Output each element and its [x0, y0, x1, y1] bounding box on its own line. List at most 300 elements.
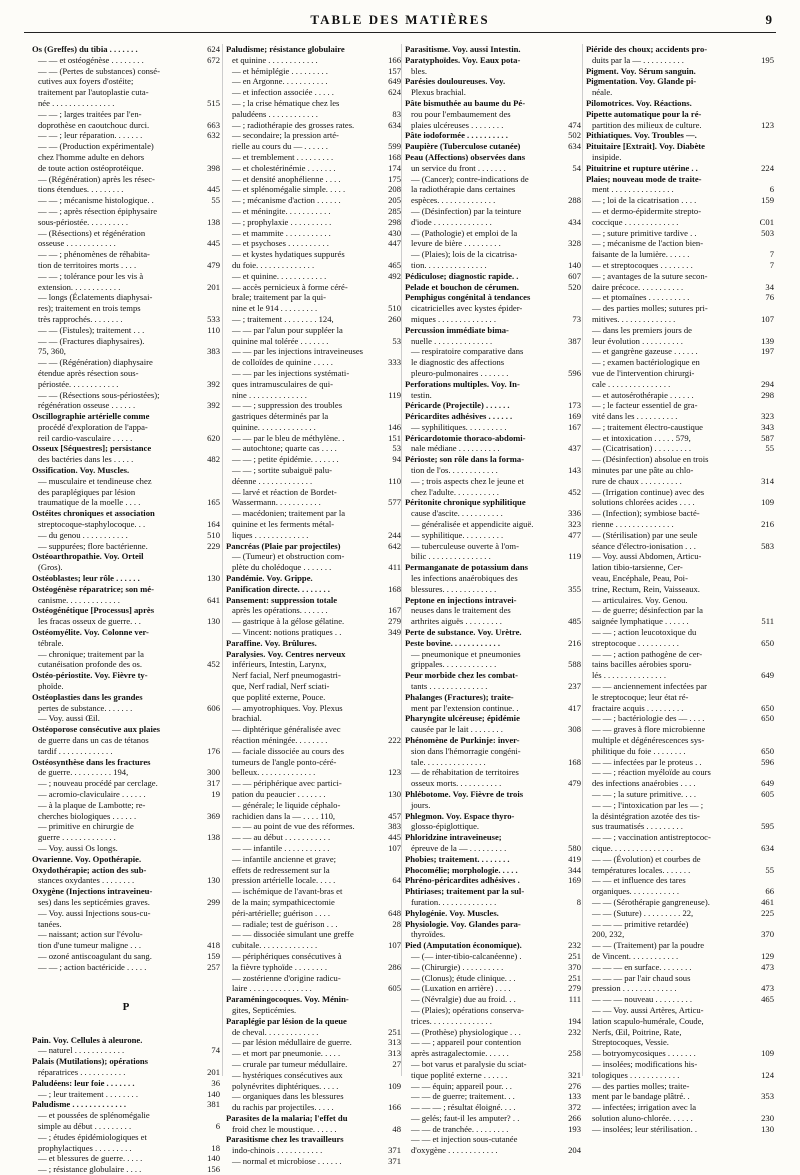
index-entry-page	[381, 1016, 401, 1027]
index-entry-text: Phréno-péricardites adhésives .	[405, 875, 520, 886]
index-entry-page	[381, 411, 401, 422]
index-entry	[405, 271, 581, 282]
index-entry	[226, 487, 401, 498]
index-entry-text: — (Cancer); contre-indications de	[411, 173, 529, 184]
index-entry-page: 634	[388, 119, 401, 130]
index-entry-page: 168	[568, 756, 581, 767]
index-entry-text: — ; radiothérapie des grosses rates.	[232, 119, 355, 130]
index-entry	[405, 508, 581, 519]
index-entry-text: — de réhabitation de territoires	[411, 767, 519, 778]
index-entry-text: lation tibio-tarsienne, Cer-	[592, 562, 683, 573]
index-entry-page	[381, 929, 401, 940]
index-entry-page: 650	[761, 702, 774, 713]
index-entry-page	[381, 886, 401, 897]
index-entry-text: — pneumonique et pneumonies	[411, 648, 521, 659]
index-entry-text: Phobies; traitement. . . . . . . .	[405, 853, 510, 864]
index-entry	[586, 519, 774, 530]
index-entry-text: osseuse . . . . . . . . . . . .	[38, 238, 116, 249]
index-entry-text: Paratyphoïdes. Voy. Eaux pota-	[405, 54, 521, 65]
index-entry-text: — et infection associée . . . . .	[232, 87, 334, 98]
index-entry	[32, 292, 220, 303]
index-entry-text: épreuve de la — . . . . . . . . .	[411, 842, 507, 853]
index-entry-page	[200, 562, 220, 573]
index-entry-page	[381, 551, 401, 562]
index-entry-page: 353	[761, 1091, 774, 1102]
index-entry	[405, 217, 581, 228]
index-entry-page: 168	[388, 151, 401, 162]
index-entry	[226, 875, 401, 886]
index-entry	[405, 562, 581, 573]
index-entry-page: 201	[207, 281, 220, 292]
index-entry-text: régénération osseuse . . . . . .	[38, 400, 136, 411]
index-entry	[586, 713, 774, 724]
index-entry-text: — insolées; modifications his-	[592, 1058, 698, 1069]
index-entry-text: — — ; action leucotoxique du	[592, 627, 697, 638]
index-entry-text: plète du cholédoque . . . . . . .	[232, 562, 332, 573]
index-entry	[405, 778, 581, 789]
index-entry-text: Plexus brachial.	[411, 87, 466, 98]
index-entry-text: — et streptocoques . . . . . . . .	[592, 259, 693, 270]
index-entry-page: 650	[761, 745, 774, 756]
index-entry-text: — naturel . . . . . . . . . . . .	[38, 1045, 125, 1056]
index-entry	[226, 206, 401, 217]
index-entry-page	[381, 465, 401, 476]
index-entry	[405, 206, 581, 217]
index-entry	[405, 1081, 581, 1092]
index-entry-text: — — — nouveau . . . . . . . . .	[592, 994, 693, 1005]
index-entry-page: 288	[568, 195, 581, 206]
index-entry-page	[754, 562, 774, 573]
index-entry	[226, 713, 401, 724]
index-entry-page	[200, 292, 220, 303]
index-entry	[586, 940, 774, 951]
index-entry-text: stances oxydantes . . . . . . . .	[38, 875, 135, 886]
index-entry-page	[381, 368, 401, 379]
index-entry-text: — — et influence des tares	[592, 875, 686, 886]
index-entry-page	[754, 573, 774, 584]
index-entry-page: 649	[761, 670, 774, 681]
index-entry-text: — ischémique de l'avant-bras et	[232, 886, 343, 897]
index-entry	[226, 692, 401, 703]
index-entry-text: Pandémie. Voy. Grippe.	[226, 573, 313, 584]
index-entry-page	[200, 357, 220, 368]
index-entry	[32, 605, 220, 616]
index-entry-text: chez l'homme adulte en dehors	[38, 151, 145, 162]
index-entry-text: vité dans les . . . . . . . . . .	[592, 411, 678, 422]
index-entry	[405, 994, 581, 1005]
index-entry	[586, 886, 774, 897]
index-entry-text: tale. . . . . . . . . . . . . . .	[411, 756, 486, 767]
index-entry-text: nuelle . . . . . . . . . . . . . .	[411, 335, 493, 346]
index-entry-text: — et splénomégalie simple. . . . .	[232, 184, 346, 195]
index-entry-page: 109	[388, 1080, 401, 1091]
index-entry-text: Paludéens: leur foie . . . . . . .	[32, 1077, 135, 1088]
index-entry-page: 641	[207, 594, 220, 605]
index-entry-page: 55	[765, 864, 774, 875]
index-entry-text: — générale; le liquide céphalo-	[232, 799, 341, 810]
index-entry-page: 157	[388, 65, 401, 76]
index-entry-page: 232	[568, 940, 581, 951]
index-entry-page	[200, 76, 220, 87]
index-entry-text: arthrites aiguës . . . . . . . . .	[411, 616, 502, 627]
index-entry-page: 605	[388, 983, 401, 994]
index-entry-page: 123	[761, 119, 774, 130]
index-entry-page	[561, 109, 581, 120]
index-entry-page: 279	[388, 616, 401, 627]
index-entry	[586, 163, 774, 174]
index-entry-text: Osseux [Séquestres]; persistance	[32, 443, 152, 454]
index-entry-page	[754, 508, 774, 519]
index-entry-text: Pemphigus congénital à tendances	[405, 292, 531, 303]
index-entry-text: — amyotrophiques. Voy. Plexus	[232, 702, 343, 713]
index-entry-page: 502	[568, 130, 581, 141]
index-entry-text: — syphilitiques. . . . . . . . . .	[411, 421, 507, 432]
index-entry	[586, 1005, 774, 1016]
index-entry	[405, 692, 581, 703]
index-entry-text: streptocoque-staphylocoque. . .	[38, 519, 146, 530]
index-entry-text: rielle au cours du — . . . . . .	[232, 141, 328, 152]
index-entry-text: tologiques . . . . . . . . . . . .	[592, 1069, 680, 1080]
index-entry	[586, 1113, 774, 1124]
index-entry-page: 648	[388, 907, 401, 918]
index-entry-page: 216	[761, 519, 774, 530]
index-entry-text: — dans les premiers jours de	[592, 324, 692, 335]
index-entry-page: 173	[568, 400, 581, 411]
index-entry	[32, 962, 220, 973]
index-entry-text: grippales. . . . . . . . . . . . .	[411, 659, 497, 670]
index-entry-page: 164	[207, 519, 220, 530]
index-entry-page	[381, 724, 401, 735]
index-entry-text: quinine. . . . . . . . . . . . . .	[232, 421, 316, 432]
index-entry	[405, 1027, 581, 1038]
index-entry-text: — ; examen bactériologique en	[592, 357, 700, 368]
index-entry	[586, 206, 774, 217]
index-entry	[226, 832, 401, 843]
index-entry-page: 66	[765, 886, 774, 897]
index-entry	[405, 1113, 581, 1124]
index-entry-page: 83	[392, 108, 401, 119]
index-entry-text: chez l'adulte. . . . . . . . . . .	[411, 486, 499, 497]
index-entry-text: Streptocoques, Vessie.	[592, 1037, 669, 1048]
index-entry-text: Ostéogénétique [Processus] après	[32, 605, 155, 616]
index-entry-page	[754, 724, 774, 735]
index-entry	[32, 670, 220, 681]
index-entry-page: 174	[388, 162, 401, 173]
index-entry-text: Ostéites chroniques et association	[32, 508, 155, 519]
index-entry-page	[754, 1005, 774, 1016]
index-entry	[226, 411, 401, 422]
index-entry-text: tardif . . . . . . . . . . . . .	[38, 745, 113, 756]
index-entry-page	[561, 746, 581, 757]
index-entry	[226, 228, 401, 239]
index-entry-text: levure de bière . . . . . . . . .	[411, 238, 501, 249]
index-entry	[586, 174, 774, 185]
index-entry	[32, 1089, 220, 1100]
index-entry	[226, 476, 401, 487]
index-entry	[32, 443, 220, 454]
index-entry-text: Paraplégie par lésion de la queue	[226, 1015, 347, 1026]
index-entry	[226, 562, 401, 573]
index-entry-text: 75, 360,	[38, 346, 66, 357]
index-entry-page: 107	[388, 940, 401, 951]
index-entry	[586, 1070, 774, 1081]
index-entry	[405, 584, 581, 595]
index-entry-text: — — (Suture) . . . . . . . . . 22,	[592, 907, 694, 918]
index-entry-text: de toute action ostéoprotéique.	[38, 162, 144, 173]
index-entry-text: — (Luxation en arrière) . . . .	[411, 983, 511, 994]
index-entry	[32, 411, 220, 422]
index-entry-page	[754, 584, 774, 595]
index-entry	[586, 487, 774, 498]
index-entry-text: cutanéisation profonde des os.	[38, 659, 143, 670]
index-entry	[32, 476, 220, 487]
index-entry-text: Pithiatiques. Voy. Troubles —.	[586, 130, 697, 141]
index-entry-page: 167	[568, 421, 581, 432]
index-entry	[226, 746, 401, 757]
index-entry	[32, 303, 220, 314]
index-entry-text: réparatrices . . . . . . . . . . .	[38, 1066, 126, 1077]
index-entry	[405, 1124, 581, 1135]
index-entry-page: 336	[568, 508, 581, 519]
index-entry	[586, 929, 774, 940]
index-entry-text: — — ; petite épidémie. . . . . . .	[232, 454, 339, 465]
index-entry	[226, 508, 401, 519]
index-entry-text: — et mort par pneumonie. . . . .	[232, 1048, 341, 1059]
index-entry	[586, 973, 774, 984]
index-entry-text: laire . . . . . . . . . . . . . . .	[232, 983, 312, 994]
index-entry	[405, 595, 581, 606]
index-entry-page: 124	[761, 1069, 774, 1080]
index-entry	[586, 271, 774, 282]
index-entry-page	[200, 249, 220, 260]
index-entry-page	[200, 87, 220, 98]
index-entry	[586, 605, 774, 616]
index-entry	[405, 973, 581, 984]
index-entry-text: Phylogénie. Voy. Muscles.	[405, 907, 499, 918]
index-entry-text: — (Cicatrisation) . . . . . . . . .	[592, 443, 692, 454]
index-entry	[226, 1081, 401, 1092]
index-entry	[405, 875, 581, 886]
index-entry	[226, 800, 401, 811]
index-entry-page: 445	[388, 832, 401, 843]
index-entry	[226, 87, 401, 98]
index-entry-page	[381, 595, 401, 606]
index-entry-text: tion d'une tumeur maligne . . .	[38, 940, 141, 951]
index-entry	[32, 1153, 220, 1164]
index-entry	[32, 325, 220, 336]
index-entry-page	[561, 767, 581, 778]
index-entry	[586, 217, 774, 228]
index-entry-text: — ; études épidémiologiques et	[38, 1131, 147, 1142]
index-entry-page: 649	[761, 778, 774, 789]
index-entry-text: sus traumatisés . . . . . . . . .	[592, 821, 683, 832]
index-entry	[586, 282, 774, 293]
index-entry-text: — — (Régénération) diaphysaire	[38, 357, 153, 368]
index-entry	[226, 1124, 401, 1135]
index-entry	[32, 929, 220, 940]
index-entry	[405, 487, 581, 498]
index-entry-text: Pigment. Voy. Sérum sanguin.	[586, 65, 696, 76]
index-entry-text: — (Tumeur) et obstruction com-	[232, 551, 345, 562]
index-entry	[405, 109, 581, 120]
index-entry-page: 225	[761, 907, 774, 918]
index-entry-text: — Voy. aussi Os longs.	[38, 842, 118, 853]
index-entry-text: — ; résistance globulaire . . . .	[38, 1164, 142, 1175]
index-entry-page	[381, 508, 401, 519]
index-entry	[32, 1078, 220, 1089]
index-entry	[405, 443, 581, 454]
index-entry-page	[200, 336, 220, 347]
index-entry-page	[200, 605, 220, 616]
index-entry-text: — — ; l'intoxication par les — ;	[592, 799, 704, 810]
index-entry-page: 447	[388, 238, 401, 249]
index-entry-page: 119	[388, 389, 401, 400]
index-entry-text: Palais (Mutilations); opérations	[32, 1056, 149, 1067]
index-entry	[32, 616, 220, 627]
index-entry-text: — larvé et réaction de Bordet-	[232, 486, 337, 497]
index-entry-page	[200, 152, 220, 163]
index-entry-page: 286	[388, 961, 401, 972]
index-entry	[405, 422, 581, 433]
index-entry-text: Ossification. Voy. Muscles.	[32, 465, 130, 476]
index-entry-text: — — équin; appareil pour. . .	[411, 1080, 512, 1091]
index-entry-text: Paupière (Tuberculose cutanée)	[405, 141, 521, 152]
index-entry	[32, 713, 220, 724]
index-entry-text: — articulaires. Voy. Genou.	[592, 594, 688, 605]
index-entry	[586, 109, 774, 120]
index-entry-page	[754, 98, 774, 109]
index-entry-page	[200, 411, 220, 422]
index-entry	[405, 195, 581, 206]
index-entry	[586, 443, 774, 454]
index-entry-text: causée par le lait . . . . . . . .	[411, 724, 503, 735]
index-entry-text: multiple et dégénérescences sys-	[592, 735, 705, 745]
index-entry-page	[200, 919, 220, 930]
index-entry-page	[561, 605, 581, 616]
index-entry	[32, 573, 220, 584]
index-entry	[32, 249, 220, 260]
index-entry-page	[754, 206, 774, 217]
index-entry	[226, 616, 401, 627]
index-entry	[32, 595, 220, 606]
index-entry-text: — — par les injections intraveineuses	[232, 346, 364, 357]
index-entry	[226, 314, 401, 325]
index-entry-text: froid chez le moustique. . . . . .	[232, 1123, 337, 1134]
index-entry-text: gites, Septicémies.	[232, 1004, 297, 1015]
index-entry	[405, 120, 581, 131]
index-entry-text: que, Nerf radial, Nerf sciati-	[232, 681, 330, 692]
index-entry	[586, 919, 774, 930]
index-entry	[226, 778, 401, 789]
index-entry	[226, 649, 401, 660]
index-entry-page: 216	[568, 637, 581, 648]
index-entry-page	[561, 66, 581, 77]
index-entry-text: — — au début . . . . . . . . . . .	[232, 832, 331, 843]
index-entry-text: de guerre. . . . . . . . . . 194,	[38, 767, 129, 778]
index-entry-page: 417	[568, 702, 581, 713]
index-entry-page	[381, 98, 401, 109]
index-entry	[32, 206, 220, 217]
index-entry	[32, 1121, 220, 1132]
index-entry	[405, 282, 581, 293]
index-entry-text: rou pour l'embaumement des	[411, 108, 511, 119]
index-entry-text: — — ; phénomènes de réhabita-	[38, 249, 150, 260]
index-entry	[586, 541, 774, 552]
index-entry-text: Percussion immédiate bima-	[405, 324, 509, 335]
index-entry	[32, 66, 220, 77]
index-entry	[226, 940, 401, 951]
index-entry	[586, 659, 774, 670]
index-entry-page	[561, 76, 581, 87]
index-entry	[405, 1016, 581, 1027]
index-entry	[405, 260, 581, 271]
index-entry	[586, 854, 774, 865]
index-entry-text: bles.	[411, 65, 427, 76]
index-entry-text: streptocoque . . . . . . . . . .	[592, 637, 679, 648]
index-entry-text: prophylactiques . . . . . . . . .	[38, 1142, 132, 1153]
index-entry-text: Péricardites adhésives . . . . . .	[405, 411, 513, 422]
index-entry-page: 140	[207, 1153, 220, 1164]
index-entry-page: 672	[207, 54, 220, 65]
index-entry-text: pertes de substance. . . . . . .	[38, 702, 133, 713]
index-entry	[586, 303, 774, 314]
index-entry-text: Pain. Voy. Cellules à aleurone.	[32, 1034, 143, 1045]
index-entry-page: 19	[211, 788, 220, 799]
index-entry	[226, 497, 401, 508]
index-entry	[586, 638, 774, 649]
index-entry	[32, 497, 220, 508]
index-entry-text: — ; mécanisme de l'action bien-	[592, 238, 704, 249]
index-entry-page	[381, 703, 401, 714]
index-entry	[226, 368, 401, 379]
index-entry-page	[200, 174, 220, 185]
index-entry-page	[200, 228, 220, 239]
index-entry	[226, 282, 401, 293]
index-entry	[405, 854, 581, 865]
index-entry-page: 251	[568, 950, 581, 961]
index-entry-text: 200, 232,	[592, 929, 625, 940]
index-entry-text: de colloïdes de quinine . . . . .	[232, 357, 333, 368]
index-entry-text: un service du front . . . . . . .	[411, 162, 506, 173]
index-entry	[405, 346, 581, 357]
index-entry-page	[754, 1037, 774, 1048]
index-entry-text: — — ; sortite subaiguë palu-	[232, 465, 333, 476]
index-entry	[405, 390, 581, 401]
index-entry-text: — — infectées par le proteus . .	[592, 756, 702, 767]
index-entry	[32, 130, 220, 141]
index-entry-page: 314	[761, 475, 774, 486]
index-entry	[586, 184, 774, 195]
index-entry-text: mitives. . . . . . . . . . . . . .	[592, 313, 676, 324]
index-entry-page: 485	[568, 616, 581, 627]
index-entry-text: — gastrique à la gélose gélatine.	[232, 616, 345, 627]
index-entry-page	[381, 854, 401, 865]
index-entry	[226, 465, 401, 476]
index-entry-page	[200, 692, 220, 703]
index-entry-text: — ; nouveau procédé par cerclage.	[38, 778, 158, 789]
index-entry	[226, 249, 401, 260]
index-entry	[586, 98, 774, 109]
index-entry-text: saignée lymphatique . . . . . .	[592, 616, 689, 627]
index-entry	[405, 670, 581, 681]
index-entry-text: — et quinine. . . . . . . . . . . .	[232, 270, 327, 281]
index-entry-page: 166	[388, 1102, 401, 1113]
index-entry-text: — en Argonne. . . . . . . . . . .	[232, 76, 328, 87]
index-entry	[226, 865, 401, 876]
index-entry-text: neuses dans le traitement des	[411, 605, 511, 616]
index-entry-page: 166	[388, 54, 401, 65]
index-entry	[32, 865, 220, 876]
